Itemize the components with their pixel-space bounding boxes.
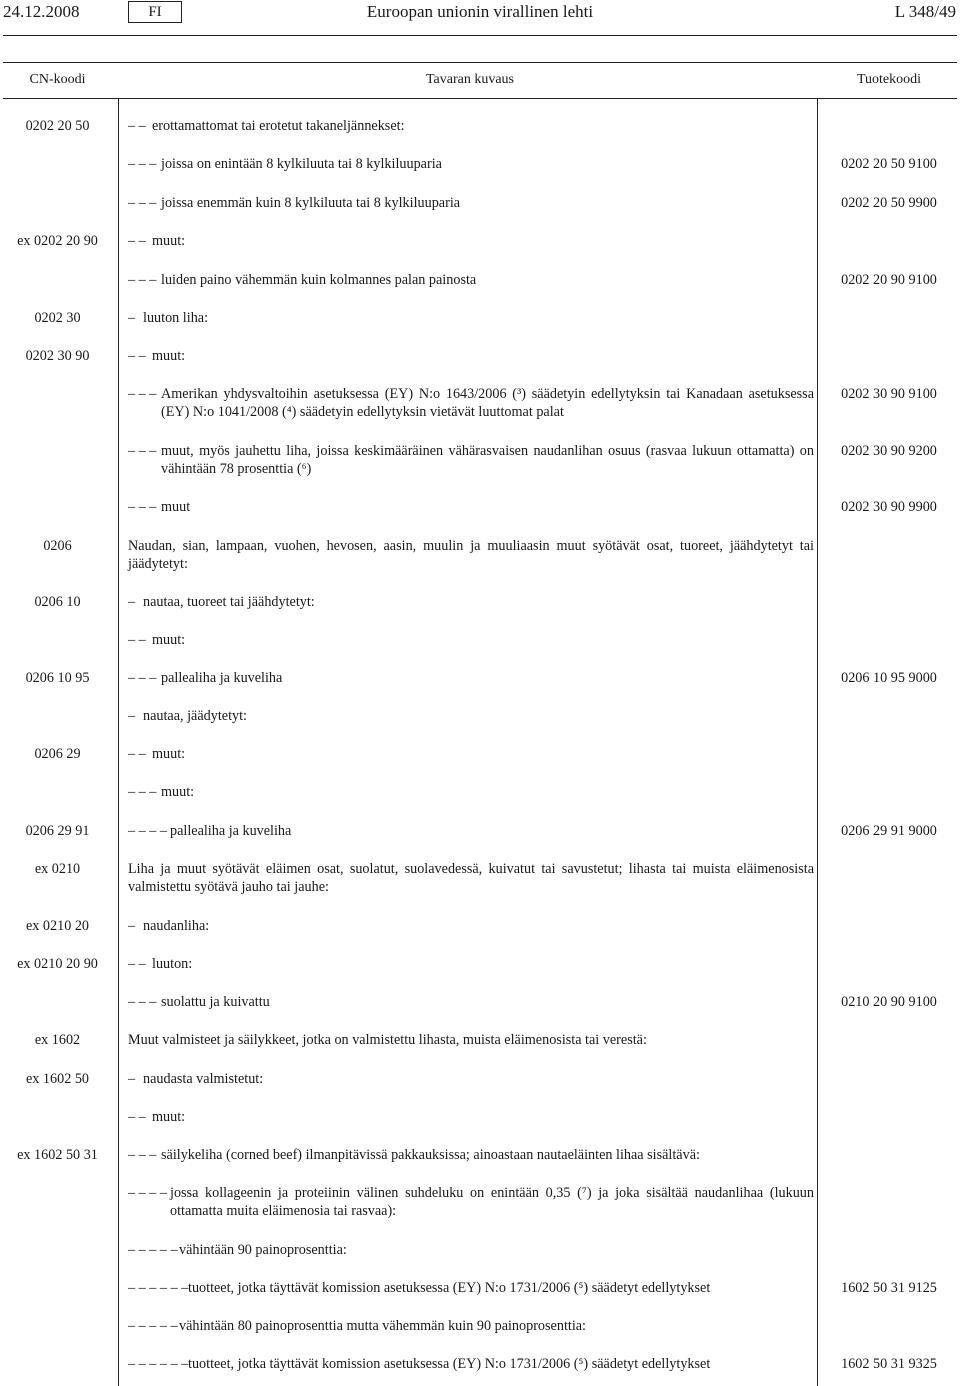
cn-code: 0202 30 90 xyxy=(25,348,90,364)
description-text: pallealiha ja kuveliha xyxy=(161,670,283,686)
product-code: 1602 50 31 9325 xyxy=(841,1356,937,1372)
description xyxy=(128,745,814,763)
header-rule xyxy=(3,35,957,36)
cn-code: 0206 29 91 xyxy=(25,823,90,839)
description xyxy=(128,347,814,365)
indent-dashes: – – – xyxy=(128,443,157,459)
description-text: muut: xyxy=(152,1109,186,1125)
product-code: 0202 20 50 9100 xyxy=(841,156,937,172)
description-text: joissa on enintään 8 kylkiluuta tai 8 kylkiluuparia xyxy=(161,156,442,172)
indent-dashes: – – xyxy=(128,956,146,972)
description-text: vähintään 90 painoprosenttia: xyxy=(179,1242,347,1258)
description-text: Muut valmisteet ja säilykkeet, jotka on valmistettu lihasta, muista eläimenosista tai verestä: xyxy=(128,1032,647,1048)
page-header xyxy=(0,0,960,30)
description-text: vähintään 80 painoprosenttia mutta vähemmän kuin 90 painoprosenttia: xyxy=(179,1318,587,1334)
description-text: nautaa, jäädytetyt: xyxy=(143,708,247,724)
description xyxy=(128,117,814,135)
indent-dashes: – – xyxy=(128,348,146,364)
column-divider-2 xyxy=(817,98,818,1386)
indent-dashes: – – xyxy=(128,1109,146,1125)
cn-code: 0202 20 50 xyxy=(25,118,90,134)
product-code: 0202 20 90 9100 xyxy=(841,272,937,288)
description-text: muut, myös jauhettu liha, joissa keskimääräinen vähärasvaisen naudanlihan osuus (rasvaa lukuun ottamatta) on vähintään 78 prosenttia (⁶) xyxy=(161,443,814,477)
indent-dashes: – – xyxy=(128,632,146,648)
description-text: naudasta valmistetut: xyxy=(143,1071,264,1087)
language-box: FI xyxy=(128,1,182,23)
description-text: Naudan, sian, lampaan, vuohen, hevosen, aasin, muulin ja muuliaasin muut syötävät osat, tuoreet, jäähdytetyt tai jäädytetyt: xyxy=(128,538,814,572)
product-code: 0202 30 90 9200 xyxy=(841,443,937,459)
product-code: 0206 29 91 9000 xyxy=(841,823,937,839)
cn-code: ex 1602 50 31 xyxy=(17,1147,98,1163)
description-text: tuotteet, jotka täyttävät komission asetuksessa (EY) N:o 1731/2006 (⁵) säädetyt edellytykset xyxy=(188,1280,711,1296)
description xyxy=(128,955,814,973)
indent-dashes: – xyxy=(128,918,136,934)
description-text: joissa enemmän kuin 8 kylkiluuta tai 8 kylkiluuparia xyxy=(161,195,461,211)
description xyxy=(128,1031,814,1049)
indent-dashes: – – – – – xyxy=(128,1318,178,1334)
indent-dashes: – – – xyxy=(128,670,157,686)
description-text: jossa kollageenin ja proteiinin välinen suhdeluku on enintään 0,35 (⁷) ja joka sisältää naudanlihaa (lukuun ottamatta muita eläimenosia tai rasvaa): xyxy=(170,1185,814,1219)
description xyxy=(128,1355,814,1373)
description xyxy=(128,385,814,421)
indent-dashes: – – – xyxy=(128,195,157,211)
indent-dashes: – – – xyxy=(128,994,157,1010)
description-text: suolattu ja kuivattu xyxy=(161,994,270,1010)
column-divider-1 xyxy=(118,98,119,1386)
cn-code: 0206 29 xyxy=(34,746,81,762)
description xyxy=(128,194,814,212)
description xyxy=(128,860,814,896)
cn-code: 0202 30 xyxy=(34,310,81,326)
description-text: luuton: xyxy=(152,956,193,972)
table-top-rule xyxy=(3,62,957,63)
description-text: nautaa, tuoreet tai jäähdytetyt: xyxy=(143,594,315,610)
cn-code: ex 1602 50 xyxy=(25,1071,90,1087)
description xyxy=(128,442,814,478)
product-code: 0202 20 50 9900 xyxy=(841,195,937,211)
indent-dashes: – – – – – – xyxy=(128,1280,189,1296)
description xyxy=(128,593,814,611)
indent-dashes: – – – xyxy=(128,386,157,402)
page-number: L 348/49 xyxy=(894,2,956,21)
description xyxy=(128,1070,814,1088)
cn-code: 0206 10 95 xyxy=(25,670,90,686)
description xyxy=(128,993,814,1011)
journal-title: Euroopan unionin virallinen lehti xyxy=(366,2,594,21)
description-text: tuotteet, jotka täyttävät komission asetuksessa (EY) N:o 1731/2006 (⁵) säädetyt edellytykset xyxy=(188,1356,711,1372)
description xyxy=(128,537,814,573)
description xyxy=(128,707,814,725)
description xyxy=(128,271,814,289)
description xyxy=(128,1184,814,1220)
column-header-description: Tavaran kuvaus xyxy=(425,72,515,87)
header-date: 24.12.2008 xyxy=(3,2,80,21)
description-text: Liha ja muut syötävät eläimen osat, suolatut, suolavedessä, kuivatut tai savustetut; lihasta tai muista eläimenosista valmistettu syötävä jauho tai jauhe: xyxy=(128,861,814,895)
indent-dashes: – xyxy=(128,594,136,610)
description xyxy=(128,822,814,840)
product-code: 1602 50 31 9125 xyxy=(841,1280,937,1296)
indent-dashes: – – – xyxy=(128,272,157,288)
description-text: pallealiha ja kuveliha xyxy=(170,823,292,839)
description xyxy=(128,1241,814,1259)
description-text: naudanliha: xyxy=(143,918,210,934)
description xyxy=(128,1317,814,1335)
description-text: erottamattomat tai erotetut takaneljännekset: xyxy=(152,118,405,134)
description-text: muut: xyxy=(152,233,186,249)
cn-code: ex 0202 20 90 xyxy=(17,233,98,249)
product-code: 0202 30 90 9900 xyxy=(841,499,937,515)
indent-dashes: – – xyxy=(128,233,146,249)
description-text: luuton liha: xyxy=(143,310,209,326)
description-text: säilykeliha (corned beef) ilmanpitävissä pakkauksissa; ainoastaan nautaeläinten lihaa sisältävä: xyxy=(161,1147,700,1163)
cn-code: ex 1602 xyxy=(34,1032,81,1048)
indent-dashes: – – – xyxy=(128,784,157,800)
column-header-rule xyxy=(3,98,957,99)
indent-dashes: – – – – xyxy=(128,823,168,839)
description xyxy=(128,232,814,250)
description-text: muut: xyxy=(152,348,186,364)
indent-dashes: – – – xyxy=(128,156,157,172)
product-code: 0210 20 90 9100 xyxy=(841,994,937,1010)
indent-dashes: – xyxy=(128,708,136,724)
column-header-product-code: Tuotekoodi xyxy=(856,72,922,87)
description xyxy=(128,1108,814,1126)
product-code: 0202 30 90 9100 xyxy=(841,386,937,402)
indent-dashes: – xyxy=(128,310,136,326)
description-text: Amerikan yhdysvaltoihin asetuksessa (EY) N:o 1643/2006 (³) säädetyin edellytyksin tai Kanadaan asetuksessa (EY) N:o 1041/2008 (⁴) säädetyin edellytyksin vietävät luuttomat palat xyxy=(161,386,814,420)
indent-dashes: – – – – xyxy=(128,1185,168,1201)
description-text: muut: xyxy=(161,784,195,800)
cn-code: ex 0210 20 xyxy=(25,918,90,934)
indent-dashes: – – xyxy=(128,118,146,134)
indent-dashes: – – – – – – xyxy=(128,1356,189,1372)
column-header-cn: CN-koodi xyxy=(29,72,86,87)
cn-code: ex 0210 xyxy=(34,861,81,877)
description xyxy=(128,669,814,687)
cn-code: 0206 xyxy=(43,538,72,554)
cn-code: 0206 10 xyxy=(34,594,81,610)
description xyxy=(128,783,814,801)
description-text: muut: xyxy=(152,746,186,762)
description-text: muut xyxy=(161,499,191,515)
indent-dashes: – – – xyxy=(128,1147,157,1163)
description xyxy=(128,498,814,516)
description xyxy=(128,631,814,649)
indent-dashes: – xyxy=(128,1071,136,1087)
cn-code: ex 0210 20 90 xyxy=(17,956,98,972)
indent-dashes: – – – – – xyxy=(128,1242,178,1258)
indent-dashes: – – – xyxy=(128,499,157,515)
description-text: luiden paino vähemmän kuin kolmannes palan painosta xyxy=(161,272,477,288)
product-code: 0206 10 95 9000 xyxy=(841,670,937,686)
description xyxy=(128,155,814,173)
indent-dashes: – – xyxy=(128,746,146,762)
description xyxy=(128,917,814,935)
description xyxy=(128,1146,814,1164)
description xyxy=(128,309,814,327)
description-text: muut: xyxy=(152,632,186,648)
description xyxy=(128,1279,814,1297)
